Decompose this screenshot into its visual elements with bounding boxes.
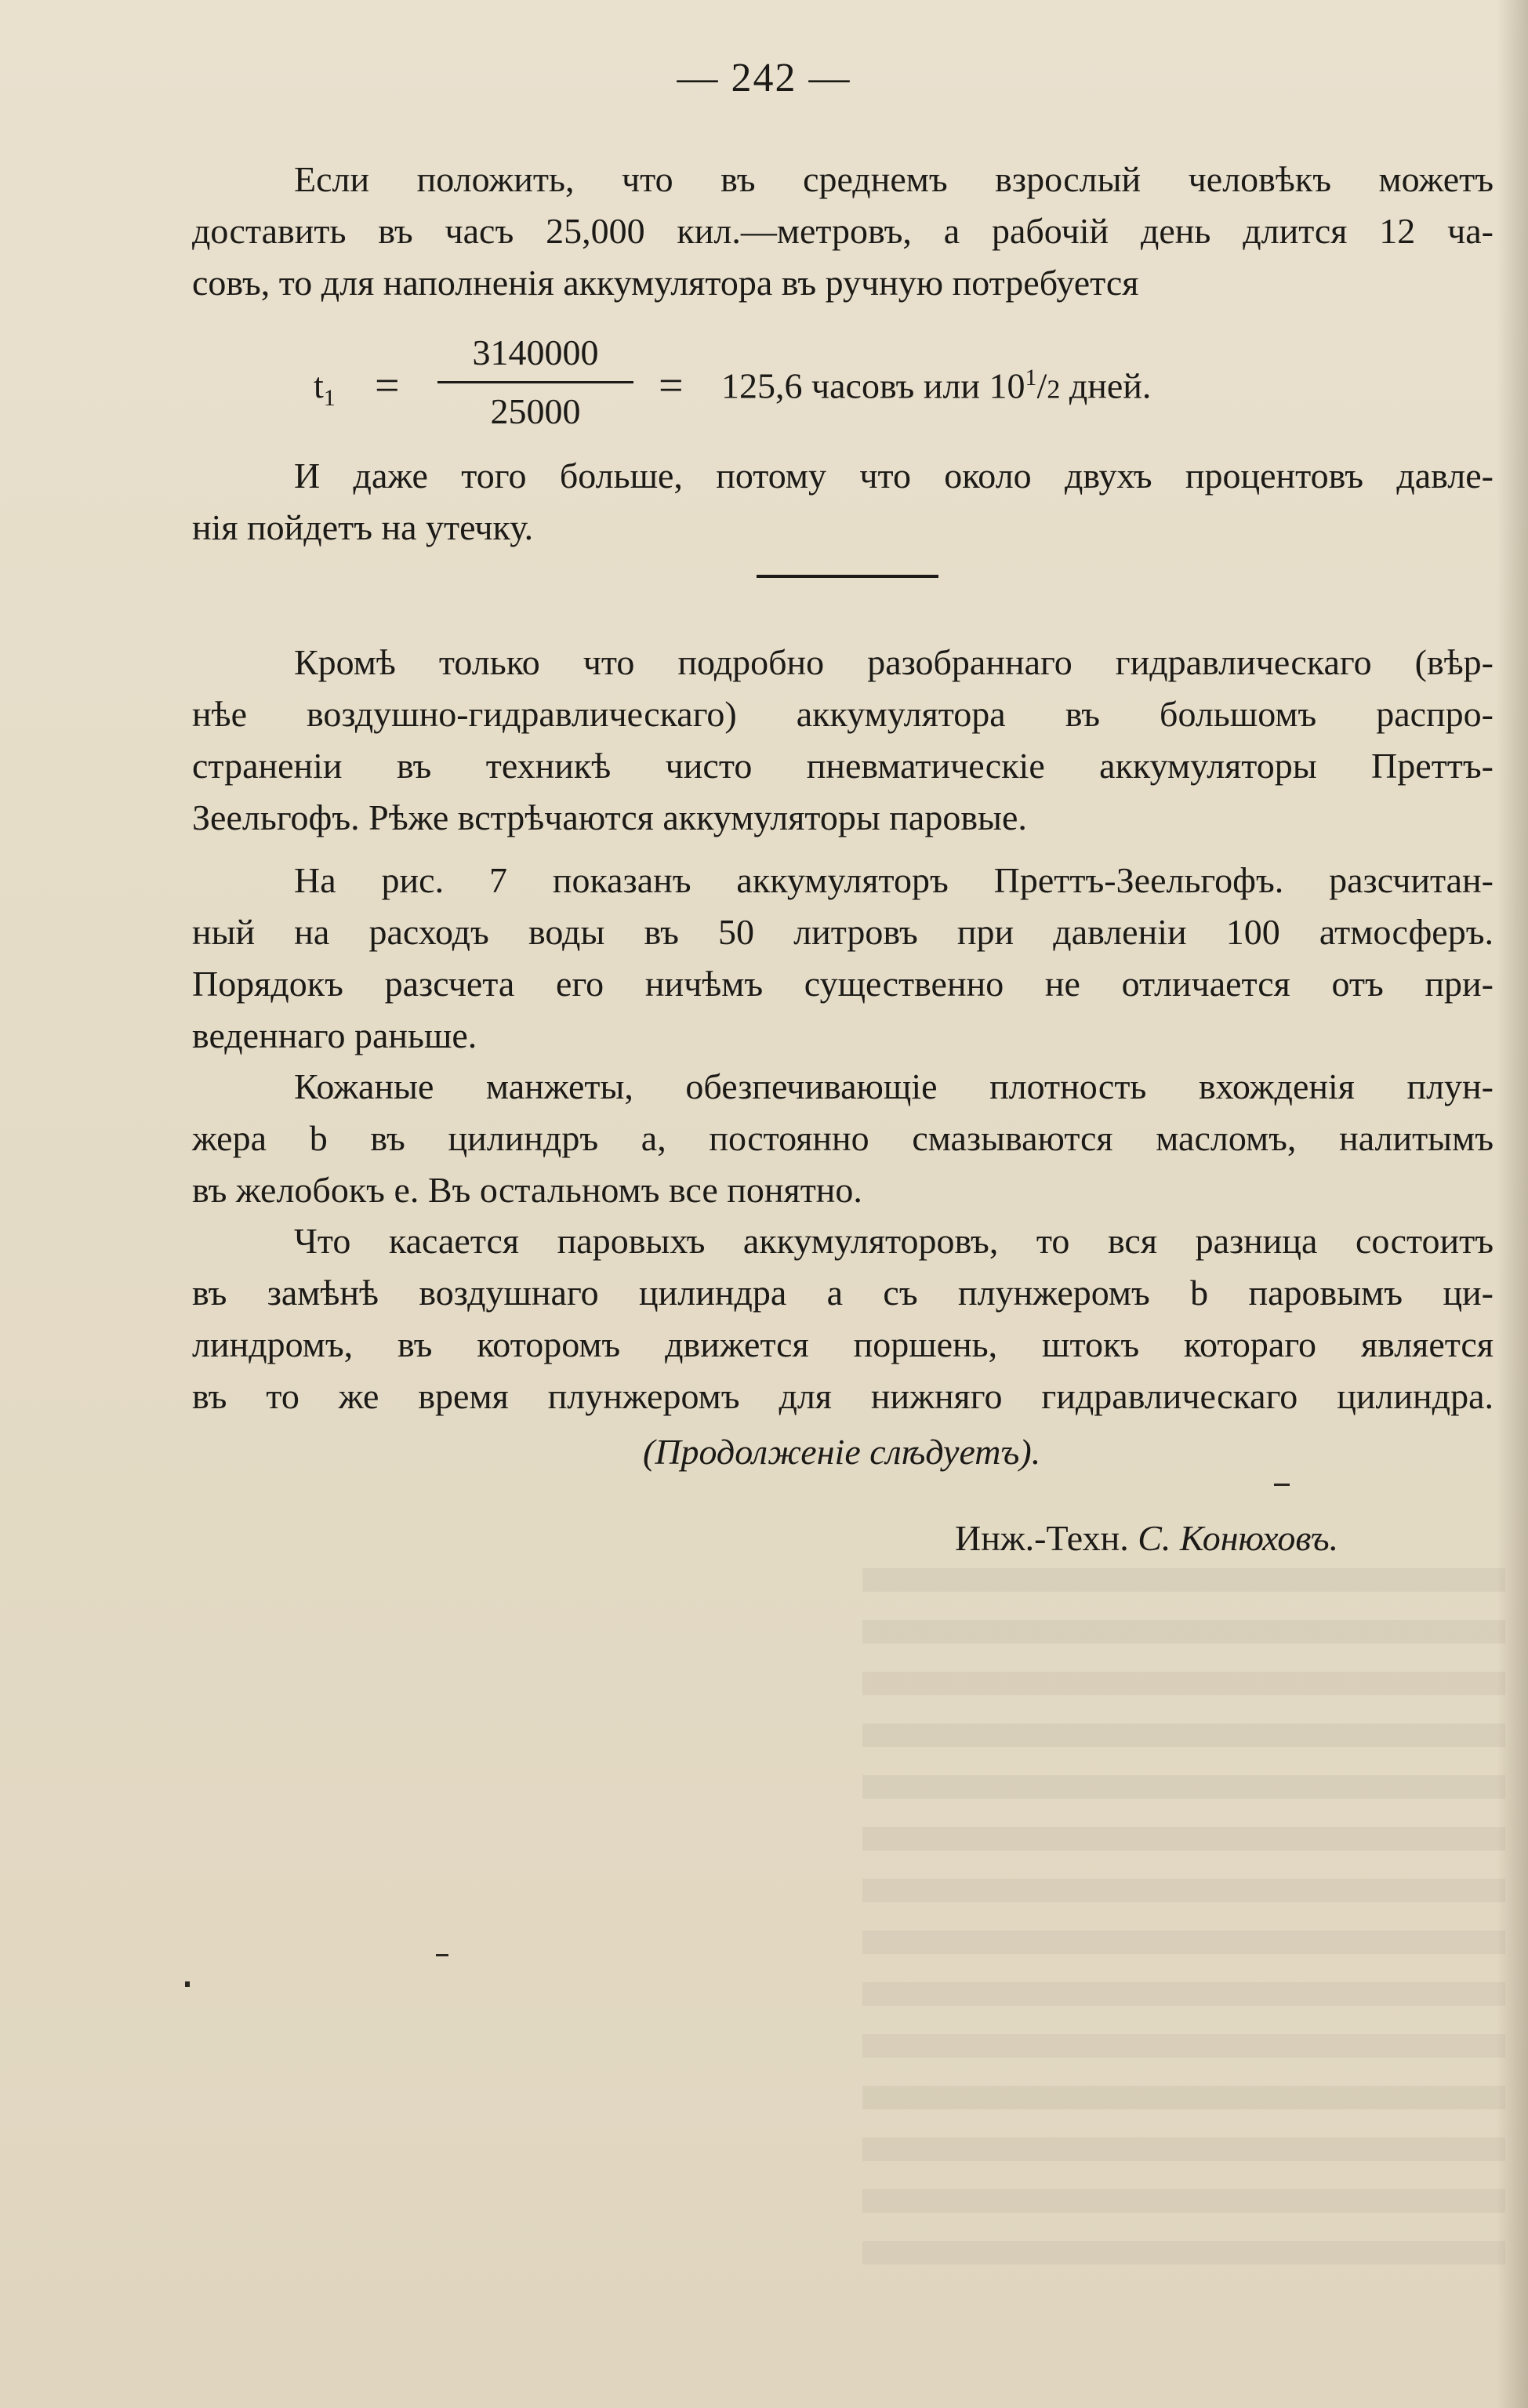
fraction-bar	[437, 381, 633, 383]
text-line: нія пойдетъ на утечку.	[192, 507, 534, 547]
text-line: въ замѣнѣ воздушнаго цилиндра a съ плунжеромъ b паровымъ ци-	[192, 1273, 1494, 1313]
print-mark	[185, 1981, 190, 1987]
text-line: совъ, то для наполненія аккумулятора въ ручную потребуется	[192, 263, 1139, 303]
section-divider	[757, 575, 938, 578]
paragraph-1	[192, 154, 1494, 309]
bleed-through-texture	[862, 1568, 1505, 2274]
text-line: ный на расходъ воды въ 50 литровъ при давленіи 100 атмосферъ.	[192, 912, 1494, 952]
formula-numerator: 3140000	[472, 332, 599, 372]
text-line: жера b въ цилиндръ a, постоянно смазываются масломъ, налитымъ	[192, 1118, 1494, 1158]
text-line: И даже того больше, потому что около двухъ процентовъ давле-	[294, 456, 1494, 496]
text-line: доставить въ часъ 25,000 кил.—метровъ, а рабочій день длится 12 ча-	[192, 211, 1494, 251]
paragraph-6	[192, 1215, 1494, 1422]
text-line: Порядокъ разсчета его ничѣмъ существенно не отличается отъ при-	[192, 964, 1494, 1004]
text-line: Зеельгофъ. Рѣже встрѣчаются аккумуляторы паровые.	[192, 797, 1027, 837]
print-mark	[436, 1954, 448, 1956]
text-line: Кромѣ только что подробно разобраннаго гидравлическаго (вѣр-	[294, 642, 1494, 682]
paragraph-4	[192, 855, 1494, 1062]
text-line: Что касается паровыхъ аккумуляторовъ, то вся разница состоитъ	[294, 1221, 1494, 1261]
text-line: Если положить, что въ среднемъ взрослый человѣкъ можетъ	[294, 159, 1494, 199]
page-number: — 242 —	[677, 56, 851, 100]
formula-equals: =	[375, 361, 400, 410]
text-line: страненіи въ техникѣ чисто пневматическіе аккумуляторы Преттъ-	[192, 746, 1494, 786]
text-line: нѣе воздушно-гидравлическаго) аккумулятора въ большомъ распро-	[192, 694, 1494, 734]
author-name: С. Конюховъ.	[1138, 1518, 1339, 1558]
print-mark	[1274, 1484, 1290, 1486]
formula-fraction	[437, 329, 633, 435]
paragraph-3	[192, 637, 1494, 844]
paragraph-2	[192, 450, 1494, 554]
author-signature	[955, 1517, 1338, 1559]
text-line: линдромъ, въ которомъ движется поршень, штокъ котораго является	[192, 1324, 1494, 1364]
formula-denominator: 25000	[490, 391, 581, 431]
formula-result: 125,6 часовъ или $10^1/2$ дней.	[721, 365, 1152, 406]
author-title: Инж.-Техн.	[955, 1518, 1129, 1558]
text-line: въ то же время плунжеромъ для нижняго гидравлическаго цилиндра.	[192, 1376, 1494, 1416]
formula-equals: =	[659, 361, 684, 410]
formula-variable: $t_1$	[314, 365, 336, 411]
text-line: На рис. 7 показанъ аккумуляторъ Преттъ-Зеельгофъ. разсчитан-	[294, 860, 1494, 900]
continued-notice: (Продолженіе слѣдуетъ).	[643, 1432, 1041, 1472]
paragraph-5	[192, 1061, 1494, 1216]
text-line: Кожаные манжеты, обезпечивающіе плотность вхожденія плун-	[294, 1066, 1494, 1106]
text-line: въ желобокъ е. Въ остальномъ все понятно.	[192, 1170, 862, 1210]
text-line: веденнаго раньше.	[192, 1015, 477, 1055]
